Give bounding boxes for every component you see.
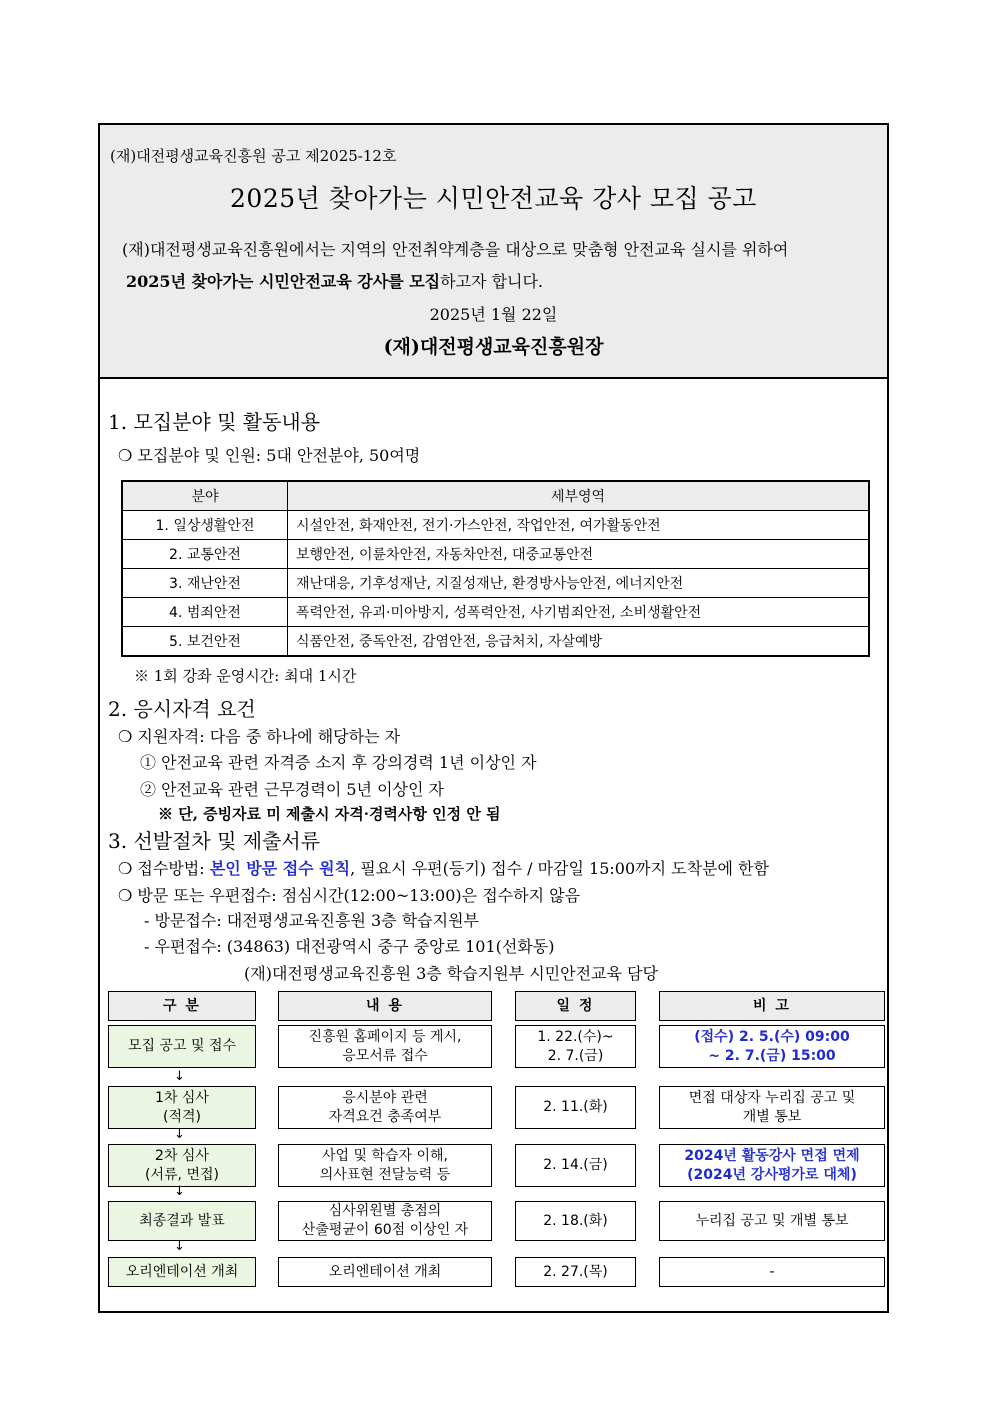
section2-note: ※ 단, 증빙자료 미 제출시 자격·경력사항 인정 안 됨: [158, 805, 501, 823]
flow-note: [659, 1144, 885, 1187]
field-cell: 2. 교통안전: [122, 540, 288, 569]
flow-arrow-icon: ↓: [174, 1239, 185, 1254]
detail-cell: 폭력안전, 유괴·미아방지, 성폭력안전, 사기범죄안전, 소비생활안전: [288, 598, 870, 627]
notice-header: [100, 125, 887, 379]
flow-step: [108, 1144, 256, 1187]
table-row: [122, 627, 869, 657]
flow-content: [278, 1086, 492, 1129]
intro-line-2: [126, 269, 543, 292]
flow-step-text: (적격): [163, 1108, 201, 1125]
section1-note: ※ 1회 강좌 운영시간: 최대 1시간: [134, 667, 357, 685]
flow-header-date: 일 정: [515, 991, 636, 1021]
mail-recipient: (재)대전평생교육진흥원 3층 학습지원부 시민안전교육 담당: [244, 964, 658, 983]
flow-step-text: 오리엔테이션 개최: [125, 1263, 239, 1280]
notice-document: [98, 123, 889, 1313]
field-cell: 3. 재난안전: [122, 569, 288, 598]
flow-date-line: 2. 7.(금): [547, 1047, 604, 1064]
flow-content-line: 응시분야 관련: [342, 1089, 428, 1106]
flow-content-line: 진흥원 홈페이지 등 게시,: [308, 1028, 462, 1045]
notice-date: 2025년 1월 22일: [429, 305, 558, 324]
section2-bullet: ❍ 지원자격: 다음 중 하나에 해당하는 자: [118, 727, 401, 746]
flow-arrow-icon: ↓: [174, 1127, 185, 1142]
table-row: [122, 540, 869, 569]
submission-prefix: ❍ 접수방법:: [118, 859, 210, 878]
table-row: [122, 569, 869, 598]
flow-note: [659, 1257, 885, 1287]
detail-cell: 재난대응, 기후성재난, 지질성재난, 환경방사능안전, 에너지안전: [288, 569, 870, 598]
flow-step: [108, 1257, 256, 1287]
table-header-field: 분야: [122, 481, 288, 511]
section1-heading: 1. 모집분야 및 활동내용: [108, 410, 321, 434]
flow-date-line: 2. 27.(목): [543, 1263, 608, 1280]
flow-note-line: 누리집 공고 및 개별 통보: [695, 1212, 849, 1229]
detail-cell: 시설안전, 화재안전, 전기·가스안전, 작업안전, 여가활동안전: [288, 511, 870, 540]
flow-header-note: 비 고: [659, 991, 885, 1021]
flow-date-line: 1. 22.(수)~: [537, 1028, 614, 1045]
submission-rest: , 필요시 우편(등기) 접수 / 마감일 15:00까지 도착분에 한함: [350, 859, 769, 878]
submission-method: [118, 856, 769, 879]
flow-note-line: 개별 통보: [742, 1108, 802, 1125]
qualification-1: ① 안전교육 관련 자격증 소지 후 강의경력 1년 이상인 자: [140, 753, 537, 772]
flow-content-line: 의사표현 전달능력 등: [319, 1166, 451, 1183]
flow-note: [659, 1201, 885, 1241]
page-title: 2025년 찾아가는 시민안전교육 강사 모집 공고: [230, 184, 757, 213]
table-row: [122, 511, 869, 540]
intro-bold: 2025년 찾아가는 시민안전교육 강사를 모집: [126, 272, 441, 291]
flow-header-step: 구 분: [108, 991, 256, 1021]
flow-content-line: 산출평균이 60점 이상인 자: [301, 1222, 469, 1238]
section1-bullet: ❍ 모집분야 및 인원: 5대 안전분야, 50여명: [118, 446, 421, 465]
flow-note-line: 2024년 활동강사 면접 면제: [684, 1147, 860, 1164]
flow-content: [278, 1257, 492, 1287]
flow-step-text: 모집 공고 및 접수: [127, 1038, 237, 1054]
flow-note-line: -: [769, 1263, 775, 1280]
flow-note-line: 면접 대상자 누리집 공고 및: [688, 1089, 856, 1106]
flow-step-text: 1차 심사: [155, 1089, 209, 1106]
flow-date-line: 2. 11.(화): [543, 1099, 608, 1115]
flow-note-line: (2024년 강사평가로 대체): [687, 1166, 857, 1183]
flow-date: [515, 1257, 636, 1287]
flow-step-text: (서류, 면접): [145, 1166, 219, 1183]
flow-step: [108, 1201, 256, 1241]
flow-step: [108, 1025, 256, 1068]
flow-date-line: 2. 18.(화): [543, 1212, 608, 1229]
field-cell: 1. 일상생활안전: [122, 511, 288, 540]
flow-note: [659, 1025, 885, 1068]
flow-content: [278, 1025, 492, 1068]
flow-content: [278, 1144, 492, 1187]
table-row: [122, 598, 869, 627]
field-cell: 4. 범죄안전: [122, 598, 288, 627]
table-header-detail: 세부영역: [288, 481, 870, 511]
intro-rest: 하고자 합니다.: [440, 272, 544, 291]
flow-arrow-icon: ↓: [174, 1184, 185, 1199]
flow-content: [278, 1201, 492, 1241]
flow-content-line: 자격요건 충족여부: [328, 1108, 442, 1125]
flow-step: [108, 1086, 256, 1129]
flow-date: [515, 1086, 636, 1129]
table-header-row: [122, 481, 869, 511]
flow-note: [659, 1086, 885, 1129]
submission-highlight: 본인 방문 접수 원칙: [209, 859, 351, 878]
detail-cell: 보행안전, 이륜차안전, 자동차안전, 대중교통안전: [288, 540, 870, 569]
visit-address: - 방문접수: 대전평생교육진흥원 3층 학습지원부: [144, 911, 479, 930]
flow-content-line: 심사위원별 총점의: [328, 1203, 442, 1219]
flow-content-line: 사업 및 학습자 이해,: [322, 1147, 448, 1164]
intro-line-1: (재)대전평생교육진흥원에서는 지역의 안전취약계층을 대상으로 맞춤형 안전교육 실시를 위하여: [122, 240, 789, 259]
flow-date: [515, 1144, 636, 1187]
issuer-name: (재)대전평생교육진흥원장: [383, 336, 604, 358]
flow-step-text: 2차 심사: [155, 1147, 209, 1164]
flow-step-text: 최종결과 발표: [139, 1212, 225, 1229]
flow-content-line: 오리엔테이션 개최: [328, 1263, 442, 1280]
section3-heading: 3. 선발절차 및 제출서류: [108, 829, 321, 853]
flow-note-line: ~ 2. 7.(금) 15:00: [708, 1047, 836, 1064]
submission-hours: ❍ 방문 또는 우편접수: 점심시간(12:00~13:00)은 접수하지 않음: [118, 886, 581, 905]
flow-arrow-icon: ↓: [174, 1069, 185, 1084]
flow-content-line: 응모서류 접수: [342, 1047, 428, 1064]
flow-note-line: (접수) 2. 5.(수) 09:00: [694, 1028, 850, 1045]
flow-header-content: 내 용: [278, 991, 492, 1021]
flow-date: [515, 1025, 636, 1068]
field-cell: 5. 보건안전: [122, 627, 288, 657]
field-table: [121, 480, 870, 657]
notice-number: (재)대전평생교육진흥원 공고 제2025-12호: [110, 147, 397, 165]
flow-date: [515, 1201, 636, 1241]
mail-address: - 우편접수: (34863) 대전광역시 중구 중앙로 101(선화동): [144, 937, 555, 956]
flow-date-line: 2. 14.(금): [543, 1157, 608, 1173]
section2-heading: 2. 응시자격 요건: [108, 697, 256, 721]
detail-cell: 식품안전, 중독안전, 감염안전, 응급처치, 자살예방: [288, 627, 870, 657]
qualification-2: ② 안전교육 관련 근무경력이 5년 이상인 자: [140, 780, 444, 799]
